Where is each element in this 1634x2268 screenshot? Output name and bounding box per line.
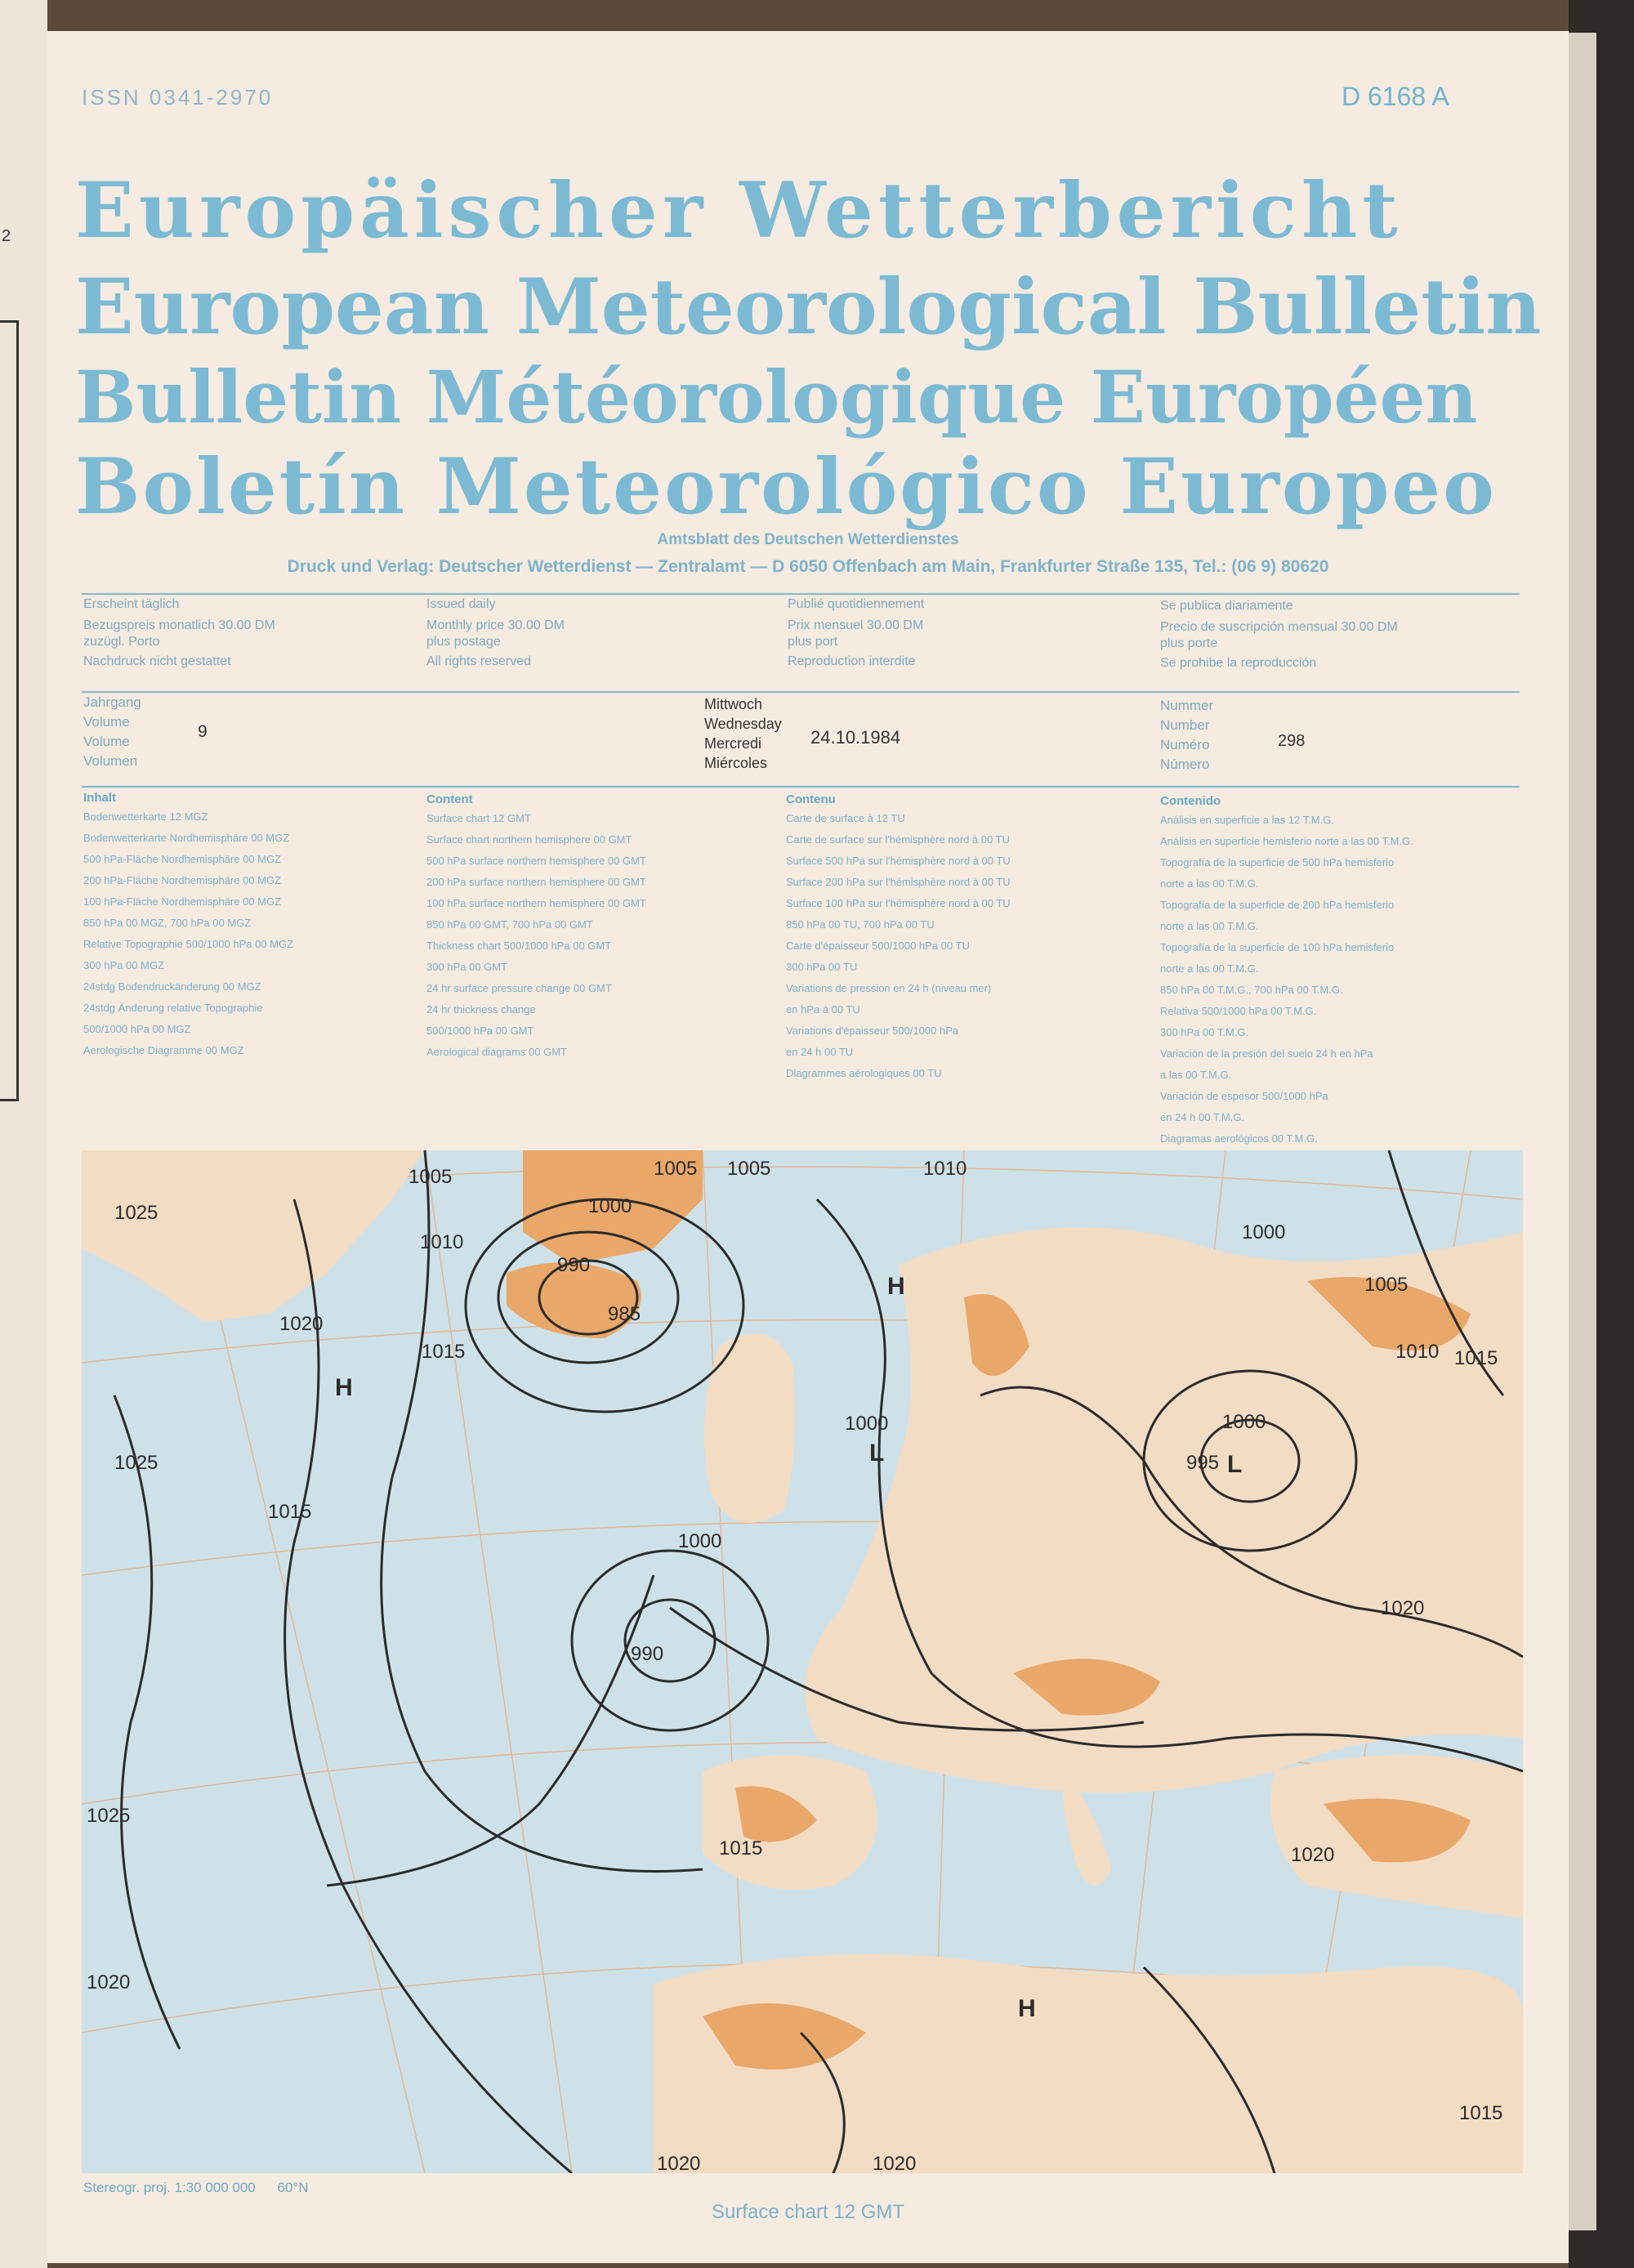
contents-item: Aerologische Diagramme 00 MGZ (83, 1044, 244, 1056)
isobar-label: 1015 (1459, 2102, 1503, 2124)
contents-item: Surface chart 12 GMT (426, 812, 531, 824)
contents-german (83, 791, 426, 1065)
contents-item: Topografía de la superficie de 200 hPa hemisferio (1160, 899, 1395, 911)
contents-item: 300 hPa 00 MGZ (83, 959, 164, 971)
subscription-french (788, 596, 1114, 670)
isobar-label: 1000 (845, 1413, 889, 1435)
issue-date: 24.10.1984 (810, 727, 901, 748)
isobar-label: 1005 (654, 1158, 698, 1180)
contents-item: 24 hr thickness change (426, 1003, 536, 1016)
contents-item: Diagrammes aérologiques 00 TU (786, 1067, 942, 1079)
contents-item: 850 hPa 00 GMT, 700 hPa 00 GMT (426, 918, 593, 931)
subscription-german (83, 596, 410, 670)
contents-item: norte a las 00 T.M.G. (1160, 920, 1259, 932)
isobar-label: 1005 (408, 1166, 453, 1188)
contents-item: norte a las 00 T.M.G. (1160, 877, 1259, 890)
contents-english (426, 792, 770, 1066)
sub-line: Erscheint täglich (83, 597, 180, 611)
publisher-line2: Druck und Verlag: Deutscher Wetterdienst — Zentralamt — D 6050 Offenbach am Main, Frankfurter Straße 135, Tel.: (06 9) 80620 (287, 557, 1329, 576)
map-caption: Surface chart 12 GMT (711, 2201, 905, 2223)
contents-item: 200 hPa surface northern hemisphere 00 GMT (426, 876, 646, 888)
contents-item: Carte de surface à 12 TU (786, 812, 905, 824)
contents-item: Variación de espesor 500/1000 hPa (1160, 1090, 1328, 1102)
contents-item: 850 hPa 00 MGZ, 700 hPa 00 MGZ (83, 917, 252, 929)
bulletin-page (47, 31, 1569, 2263)
subscription-spanish (1160, 598, 1520, 672)
isobar-label: 1000 (588, 1195, 632, 1217)
low-centre-label: L (869, 1440, 885, 1467)
page-edges (1569, 33, 1596, 2230)
number-label: Nummer (1160, 698, 1214, 713)
contents-item: Thickness chart 500/1000 hPa 00 GMT (426, 940, 612, 952)
contents-item: 24stdg Bodendruckänderung 00 MGZ (83, 980, 261, 993)
contents-heading: Contenu (786, 792, 836, 806)
sub-line: zuzügl. Porto (83, 635, 160, 649)
weekday-label: Mercredi (704, 735, 762, 752)
publication-code: D 6168 A (1342, 82, 1449, 111)
weekday-label: Wednesday (704, 716, 782, 732)
contents-item: 300 hPa 00 TU (786, 961, 858, 973)
sub-line: plus postage (426, 635, 501, 649)
contents-item: 500/1000 hPa 00 MGZ (83, 1023, 191, 1035)
contents-item: Relative Topographie 500/1000 hPa 00 MGZ (83, 938, 294, 950)
contents-item: Topografía de la superficie de 500 hPa hemisferio (1160, 856, 1395, 868)
isobar-label: 990 (557, 1254, 591, 1276)
sub-line: plus porte (1160, 636, 1218, 650)
isobar-label: 1015 (268, 1501, 312, 1523)
contents-item: Bodenwetterkarte 12 MGZ (83, 810, 208, 823)
isobar-label: 1020 (873, 2153, 917, 2173)
isobar-label: 1025 (87, 1805, 131, 1827)
gutter-frame (0, 320, 19, 1101)
volume-label: Volume (83, 714, 130, 730)
issue-number: 298 (1278, 732, 1306, 750)
number-label: Numéro (1160, 737, 1210, 752)
contents-item: Carte d'épaisseur 500/1000 hPa 00 TU (786, 940, 970, 952)
british-isles-land (704, 1333, 795, 1523)
contents-item: 500/1000 hPa 00 GMT (426, 1025, 534, 1037)
contents-heading: Inhalt (83, 791, 116, 805)
sub-line: Nachdruck nicht gestattet (83, 654, 231, 668)
rule-contents (82, 786, 1520, 788)
contents-item: Carte de surface sur l'hémisphère nord à 00 TU (786, 833, 1010, 846)
weekday-labels (704, 694, 782, 773)
contents-item: Surface 200 hPa sur l'hémisphère nord à 00 TU (786, 876, 1011, 888)
rule-issue-top (82, 691, 1520, 693)
map-projection-note (83, 2180, 308, 2196)
isobar-label: 1010 (1395, 1341, 1440, 1363)
left-page-gutter (0, 0, 47, 2268)
isobar-label: 1005 (1364, 1274, 1409, 1296)
weekday-label: Miércoles (704, 755, 768, 771)
isobar-label: 1020 (1291, 1844, 1335, 1866)
low-centre-label: L (1227, 1451, 1243, 1478)
contents-item: 850 hPa 00 T.M.G., 700 hPa 00 T.M.G. (1160, 984, 1343, 996)
contents-item: en 24 h 00 T.M.G. (1160, 1111, 1245, 1123)
isobar-label: 1015 (422, 1341, 466, 1363)
contents-item: Surface chart northern hemisphere 00 GMT (426, 833, 632, 846)
contents-heading: Content (426, 792, 473, 806)
isobar-label: 1025 (114, 1452, 158, 1474)
high-centre-label: H (887, 1273, 905, 1300)
isobar-label: 1020 (657, 2153, 701, 2173)
issn-number: ISSN 0341-2970 (82, 85, 274, 109)
publisher-line1: Amtsblatt des Deutschen Wetterdienstes (657, 531, 959, 548)
isobar-label: 985 (608, 1303, 641, 1325)
isobar-label: 1015 (719, 1837, 763, 1859)
sub-line: Monthly price 30.00 DM (426, 618, 565, 632)
contents-item: Relativa 500/1000 hPa 00 T.M.G. (1160, 1005, 1317, 1017)
isobar-label: 1010 (420, 1231, 464, 1253)
contents-item: Surface 500 hPa sur l'hémisphère nord à 00 TU (786, 855, 1011, 867)
isobar-label: 1020 (87, 1971, 131, 1993)
volume-label: Volumen (83, 753, 138, 769)
map-svg (82, 1150, 1523, 2173)
number-label: Number (1160, 717, 1210, 733)
isobar-label: 1000 (1242, 1221, 1286, 1243)
book-spine (1569, 0, 1634, 2268)
title-french: Bulletin Météorologique Européen (75, 355, 1478, 440)
isobar-label: 1020 (1381, 1597, 1425, 1619)
isobar-label: 995 (1186, 1452, 1220, 1474)
contents-item: Diagramas aerológicos 00 T.M.G. (1160, 1132, 1318, 1145)
sub-line: All rights reserved (426, 654, 532, 668)
contents-item: Aerological diagrams 00 GMT (426, 1046, 567, 1058)
contents-item: en 24 h 00 TU (786, 1046, 854, 1058)
contents-item: 500 hPa-Fläche Nordhemisphäre 00 MGZ (83, 853, 282, 865)
number-labels (1160, 696, 1213, 775)
contents-item: Análisis en superficie a las 12 T.M.G. (1160, 814, 1334, 826)
contents-spanish (1160, 794, 1536, 1153)
title-spanish: Boletín Meteorológico Europeo (75, 442, 1497, 532)
high-centre-label: H (335, 1374, 353, 1401)
isobar-label: 1000 (678, 1530, 722, 1552)
sub-line: Precio de suscripción mensual 30.00 DM (1160, 620, 1398, 634)
isobar-label: 1000 (1222, 1411, 1266, 1433)
contents-item: 100 hPa-Fläche Nordhemisphäre 00 MGZ (83, 895, 282, 908)
surface-weather-map (82, 1150, 1523, 2173)
isobar-label: 990 (631, 1643, 664, 1665)
sub-line: Issued daily (426, 597, 496, 611)
sub-line: Se publica diariamente (1160, 599, 1293, 613)
contents-item: Topografía de la superficie de 100 hPa hemisferio (1160, 941, 1395, 953)
sub-line: Publié quotidiennement (788, 597, 925, 611)
contents-item: Variación de la presión del suelo 24 h en hPa (1160, 1047, 1373, 1060)
contents-item: a las 00 T.M.G. (1160, 1069, 1232, 1081)
isobar-label: 1025 (114, 1202, 158, 1224)
contents-item: 24stdg Änderung relative Topographie (83, 1002, 263, 1014)
sub-line: Se prohibe la reproducción (1160, 656, 1317, 670)
number-label: Número (1160, 757, 1210, 772)
projection-scale: Stereogr. proj. 1:30 000 000 (83, 2180, 256, 2195)
contents-item: 200 hPa-Fläche Nordhemisphäre 00 MGZ (83, 874, 282, 886)
sub-line: Bezugspreis monatlich 30.00 DM (83, 618, 275, 632)
sub-line: plus port (788, 635, 838, 649)
contents-item: 500 hPa surface northern hemisphere 00 GMT (426, 855, 646, 867)
contents-item: Variations de pression en 24 h (niveau mer) (786, 982, 992, 994)
contents-item: Bodenwetterkarte Nordhemisphäre 00 MGZ (83, 832, 290, 844)
volume-labels (83, 693, 141, 771)
contents-item: Análisis en superficie hemisferio norte a las 00 T.M.G. (1160, 835, 1413, 847)
volume-value: 9 (198, 722, 208, 741)
volume-label: Jahrgang (83, 694, 141, 710)
isobar-label: 1015 (1454, 1347, 1498, 1369)
contents-item: 850 hPa 00 TU, 700 hPa 00 TU (786, 918, 935, 931)
contents-item: Surface 100 hPa sur l'hémisphère nord à 00 TU (786, 897, 1011, 909)
title-english: European Meteorological Bulletin (75, 262, 1542, 352)
title-german: Europäischer Wetterbericht (75, 166, 1403, 256)
subscription-english (426, 596, 753, 670)
projection-latitude: 60°N (277, 2180, 309, 2195)
isobar-label: 1020 (279, 1313, 324, 1335)
contents-heading: Contenido (1160, 794, 1221, 808)
contents-item: 300 hPa 00 T.M.G. (1160, 1026, 1249, 1038)
contents-french (786, 792, 1145, 1087)
contents-item: Variations d'épaisseur 500/1000 hPa (786, 1025, 959, 1037)
contents-item: 300 hPa 00 GMT (426, 961, 507, 973)
rule-top (82, 593, 1520, 595)
sub-line: Reproduction interdite (788, 654, 916, 668)
high-centre-label: H (1018, 1995, 1036, 2022)
weekday-label: Mittwoch (704, 696, 763, 712)
isobar-label: 1010 (923, 1158, 967, 1180)
contents-item: 24 hr surface pressure change 00 GMT (426, 982, 612, 994)
sub-line: Prix mensuel 30.00 DM (788, 618, 924, 632)
gutter-mark: 2 (2, 227, 11, 245)
contents-item: norte a las 00 T.M.G. (1160, 962, 1259, 975)
isobar-label: 1005 (727, 1158, 771, 1180)
contents-item: en hPa à 00 TU (786, 1003, 860, 1016)
volume-label: Volume (83, 734, 130, 749)
contents-item: 100 hPa surface northern hemisphere 00 GMT (426, 897, 646, 909)
